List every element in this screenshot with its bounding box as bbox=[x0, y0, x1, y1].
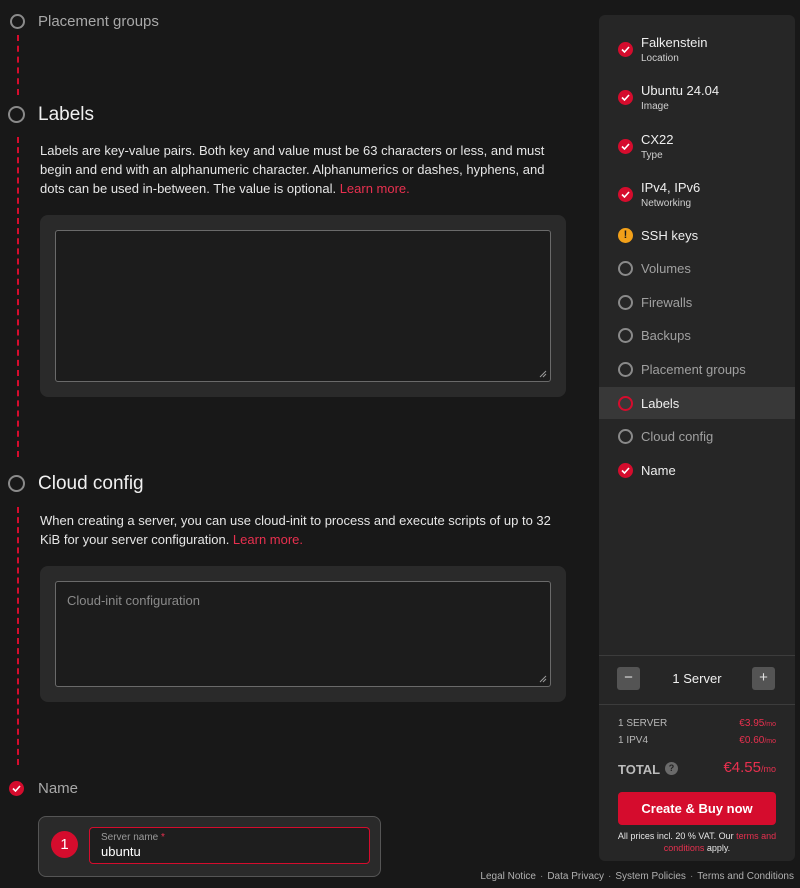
total-amount: €4.55/mo bbox=[723, 759, 776, 776]
step-connector-line bbox=[17, 507, 19, 765]
price-label: 1 SERVER bbox=[618, 718, 668, 729]
step-title: Labels bbox=[38, 104, 94, 125]
sidebar-item-labels[interactable] bbox=[599, 387, 795, 419]
help-icon[interactable]: ? bbox=[665, 762, 678, 775]
check-icon bbox=[618, 463, 633, 478]
server-name-field[interactable] bbox=[89, 827, 370, 864]
resize-grip-icon[interactable] bbox=[539, 370, 547, 378]
total-label: TOTAL bbox=[618, 762, 661, 777]
order-summary-sidebar bbox=[599, 15, 795, 861]
total-row bbox=[618, 761, 776, 779]
sidebar-item-label: Falkenstein bbox=[641, 35, 708, 50]
cloud-config-learn-more-link[interactable]: Learn more. bbox=[232, 532, 304, 547]
step-connector-line bbox=[17, 35, 19, 95]
step-title: Cloud config bbox=[38, 473, 144, 494]
check-icon bbox=[618, 90, 633, 105]
price-row-ipv4 bbox=[618, 735, 776, 746]
footer-link-legal[interactable]: Legal Notice bbox=[480, 871, 536, 882]
server-index-badge: 1 bbox=[51, 831, 78, 858]
check-icon bbox=[618, 187, 633, 202]
sidebar-item-label: IPv4, IPv6 bbox=[641, 180, 701, 195]
price-amount: €3.95/mo bbox=[739, 718, 776, 729]
sidebar-item-label: Labels bbox=[641, 396, 680, 411]
server-count: 1 Server bbox=[672, 671, 722, 686]
sidebar-item-location[interactable] bbox=[599, 33, 795, 73]
increase-server-count-button[interactable]: + bbox=[752, 667, 775, 690]
step-status-circle-icon bbox=[8, 475, 25, 492]
step-status-circle-icon bbox=[10, 14, 25, 29]
required-mark: * bbox=[161, 832, 165, 843]
sidebar-item-sublabel: Networking bbox=[641, 198, 692, 209]
vat-notice: All prices incl. 20 % VAT. Our terms and conditions apply. bbox=[617, 831, 777, 853]
sidebar-item-cloud-config[interactable] bbox=[599, 425, 795, 449]
decrease-server-count-button[interactable]: − bbox=[617, 667, 640, 690]
sidebar-item-firewalls[interactable] bbox=[599, 291, 795, 315]
price-amount: €0.60/mo bbox=[739, 735, 776, 746]
sidebar-item-label: CX22 bbox=[641, 132, 674, 147]
sidebar-item-ssh-keys[interactable] bbox=[599, 224, 795, 248]
step-title: Name bbox=[38, 780, 79, 797]
create-buy-button[interactable]: Create & Buy now bbox=[618, 792, 776, 825]
sidebar-item-name[interactable] bbox=[599, 459, 795, 483]
sidebar-item-label: Placement groups bbox=[641, 362, 746, 377]
footer-links: Legal Notice · Data Privacy · System Policies · Terms and Conditions bbox=[480, 871, 794, 882]
server-name-label: Server name * bbox=[101, 832, 165, 843]
step-done-check-icon bbox=[9, 781, 24, 796]
footer-link-privacy[interactable]: Data Privacy bbox=[547, 871, 605, 882]
server-name-card bbox=[38, 816, 381, 877]
sidebar-item-label: Name bbox=[641, 463, 676, 478]
footer-link-policies[interactable]: System Policies bbox=[615, 871, 686, 882]
divider bbox=[599, 704, 795, 705]
cloud-config-description bbox=[40, 511, 570, 549]
labels-description-text: Labels are key-value pairs. Both key and value must be 63 characters or less, and must begin and end with an alphanumeric character. Alphanumerics or dashes, hyphens, and dots can be used in-between. The value is optional. bbox=[40, 143, 545, 196]
warning-icon: ! bbox=[618, 228, 633, 243]
circle-icon bbox=[618, 362, 633, 377]
circle-icon bbox=[618, 429, 633, 444]
sidebar-item-sublabel: Image bbox=[641, 101, 669, 112]
step-status-circle-icon bbox=[8, 106, 25, 123]
cloud-config-panel bbox=[40, 566, 566, 702]
labels-panel bbox=[40, 215, 566, 397]
sidebar-item-label: Backups bbox=[641, 328, 691, 343]
sidebar-item-networking[interactable] bbox=[599, 178, 795, 218]
check-icon bbox=[618, 139, 633, 154]
price-label: 1 IPV4 bbox=[618, 735, 649, 746]
step-title: Placement groups bbox=[38, 13, 159, 30]
sidebar-item-label: SSH keys bbox=[641, 228, 699, 243]
sidebar-item-image[interactable] bbox=[599, 81, 795, 121]
labels-description bbox=[40, 141, 570, 198]
sidebar-item-label: Cloud config bbox=[641, 429, 714, 444]
footer-link-terms[interactable]: Terms and Conditions bbox=[697, 871, 794, 882]
labels-learn-more-link[interactable]: Learn more. bbox=[339, 181, 410, 196]
circle-icon bbox=[618, 295, 633, 310]
step-connector-line bbox=[17, 137, 19, 457]
sidebar-item-type[interactable] bbox=[599, 130, 795, 170]
labels-textarea[interactable] bbox=[55, 230, 551, 382]
cloud-config-description-text: When creating a server, you can use cloud-init to process and execute scripts of up to 32 KiB for your server configuration. bbox=[40, 513, 551, 547]
sidebar-item-label: Firewalls bbox=[641, 295, 693, 310]
terms-link[interactable]: terms and conditions bbox=[663, 831, 777, 853]
resize-grip-icon[interactable] bbox=[539, 675, 547, 683]
sidebar-item-volumes[interactable] bbox=[599, 257, 795, 281]
sidebar-item-label: Ubuntu 24.04 bbox=[641, 83, 720, 98]
sidebar-item-sublabel: Location bbox=[641, 53, 679, 64]
sidebar-item-sublabel: Type bbox=[641, 150, 663, 161]
server-name-value[interactable]: ubuntu bbox=[101, 844, 141, 859]
circle-icon bbox=[618, 396, 633, 411]
cloud-config-textarea[interactable] bbox=[55, 581, 551, 687]
sidebar-item-placement-groups[interactable] bbox=[599, 358, 795, 382]
circle-icon bbox=[618, 328, 633, 343]
price-row-server bbox=[618, 718, 776, 729]
circle-icon bbox=[618, 261, 633, 276]
check-icon bbox=[618, 42, 633, 57]
divider bbox=[599, 655, 795, 656]
sidebar-item-backups[interactable] bbox=[599, 324, 795, 348]
sidebar-item-label: Volumes bbox=[641, 261, 691, 276]
